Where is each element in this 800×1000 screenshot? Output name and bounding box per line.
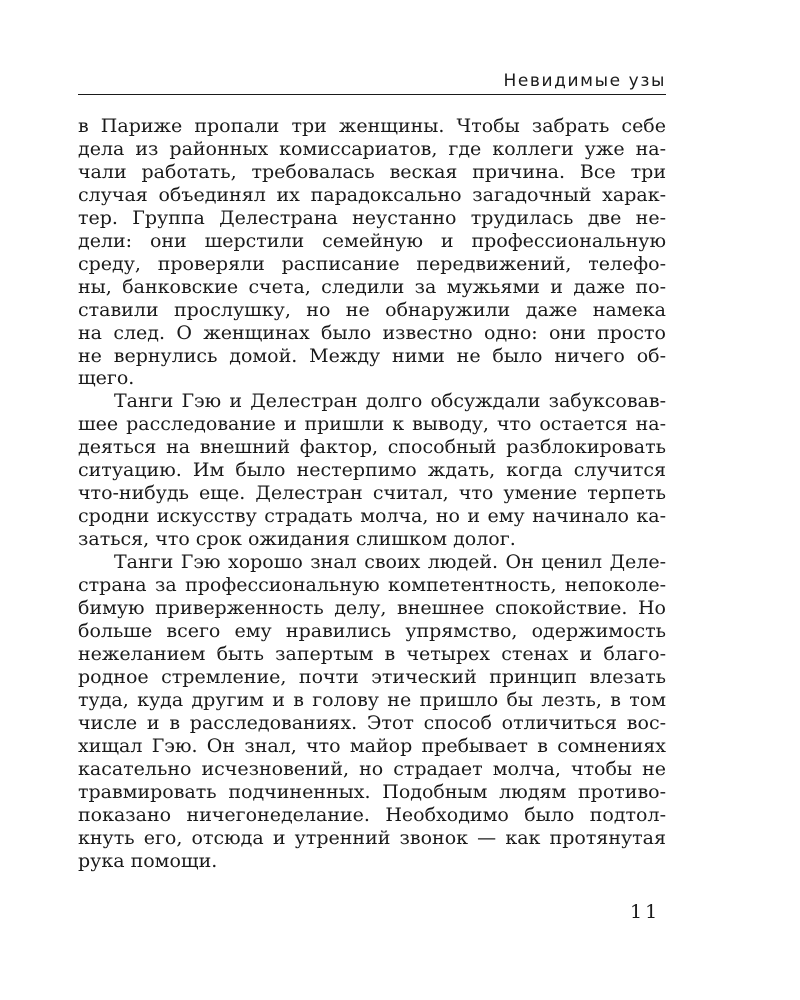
paragraph-1 [78,115,666,390]
text-line: рука помощи. [78,849,218,872]
body-text [78,115,666,872]
text-line: травмировать подчиненных. Подобным людям противо- [78,780,666,803]
text-line: родное стремление, почти этический принцип влезать [78,665,666,688]
text-line: Танги Гэю хорошо знал своих людей. Он ценил Деле- [114,551,666,574]
paragraph-2 [78,390,666,551]
text-line: кнуть его, отсюда и утренний звонок — как протянутая [78,826,666,849]
text-line: чали работать, требовалась веская причина. Все три [78,160,666,183]
text-line: ны, банковские счета, следили за мужьями и даже по- [78,275,666,298]
paragraph-3 [78,551,666,872]
text-line: нежеланием быть запертым в четырех стенах и благо- [78,642,666,665]
text-line: на след. О женщинах было известно одно: они просто [78,321,666,344]
text-line: бимую приверженность делу, внешнее спокойствие. Но [78,597,666,620]
running-header [78,70,666,95]
text-line: хищал Гэю. Он знал, что майор пребывает в сомнениях [78,734,666,757]
text-line: сродни искусству страдать молча, но и ему начинало ка- [78,505,666,528]
running-title: Невидимые узы [503,71,666,91]
text-line: числе и в расследованиях. Этот способ отличиться вос- [78,711,666,734]
text-line: дела из районных комиссариатов, где коллеги уже на- [78,137,666,160]
text-line: показано ничегонеделание. Необходимо было подтол- [78,803,666,826]
text-line: ситуацию. Им было нестерпимо ждать, когда случится [78,459,666,482]
page-number: 11 [630,901,661,923]
text-line: случая объединял их парадоксально загадочный харак- [78,183,666,206]
text-line: дели: они шерстили семейную и профессиональную [78,229,666,252]
text-line: ставили прослушку, но не обнаружили даже намека [78,298,666,321]
text-line: касательно исчезновений, но страдает молча, чтобы не [78,757,666,780]
text-line: шее расследование и пришли к выводу, что остается на- [78,413,666,436]
text-line: не вернулись домой. Между ними не было ничего об- [78,344,666,367]
text-line: страна за профессиональную компетентность, непоколе- [78,574,666,597]
text-line: заться, что срок ожидания слишком долог. [78,528,516,551]
text-line: Танги Гэю и Делестран долго обсуждали забуксовав- [114,390,666,413]
text-line: деяться на внешний фактор, способный разблокировать [78,436,666,459]
text-line: что-нибудь еще. Делестран считал, что умение терпеть [78,482,666,505]
text-line: щего. [78,367,135,390]
text-line: тер. Группа Делестрана неустанно трудилась две не- [78,206,666,229]
text-line: больше всего ему нравились упрямство, одержимость [78,619,666,642]
text-line: в Париже пропали три женщины. Чтобы забрать себе [78,115,666,137]
text-line: среду, проверяли расписание передвижений, телефо- [78,252,666,275]
text-line: туда, куда другим и в голову не пришло бы лезть, в том [78,688,666,711]
